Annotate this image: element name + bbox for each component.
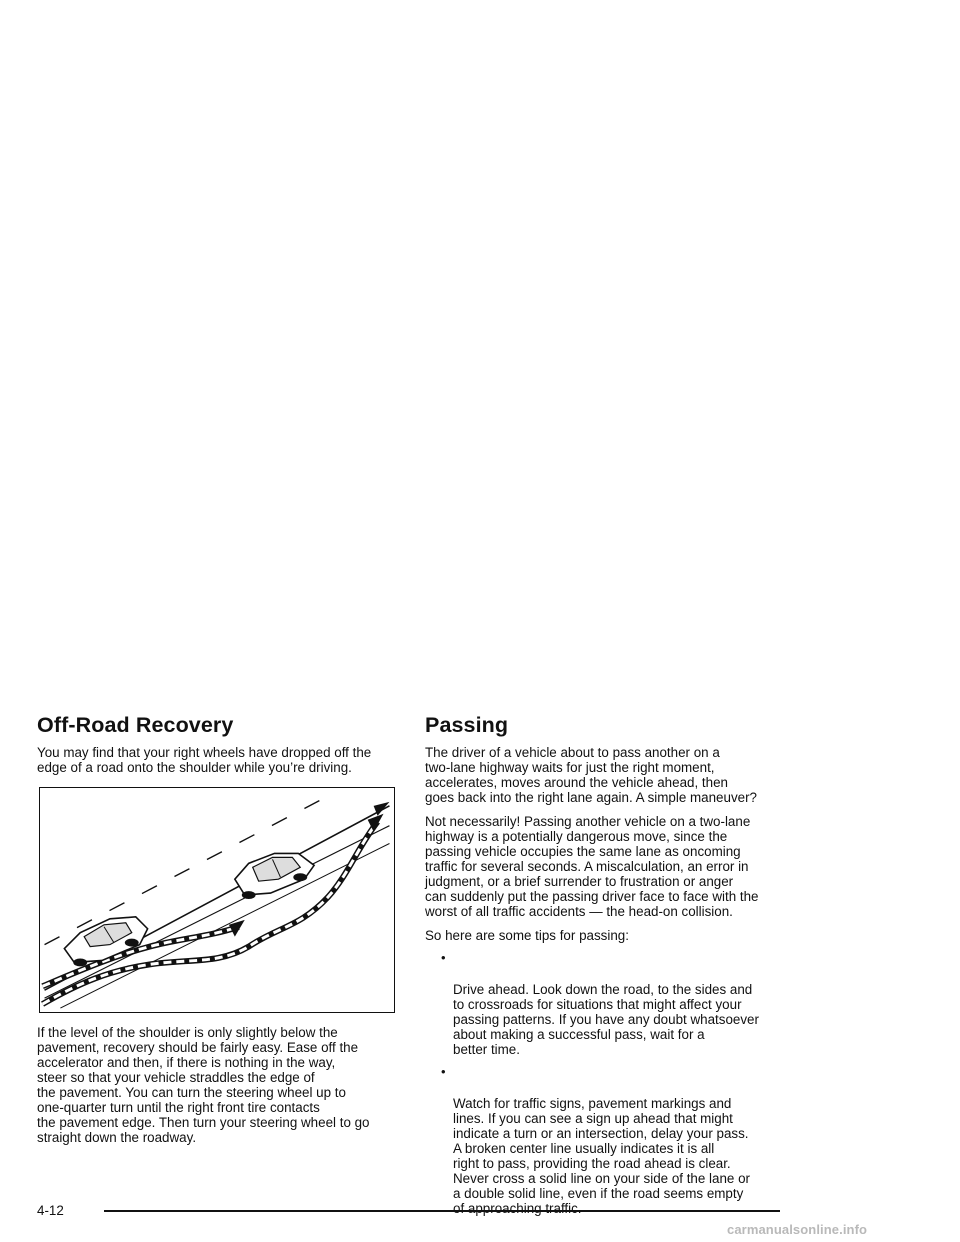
paragraph-intro: You may find that your right wheels have dropped off the edge of a road onto the shoulder while you’re driving. <box>37 745 372 775</box>
paragraph-passing-1: The driver of a vehicle about to pass another on a two-lane highway waits for just the right moment, accelerates, moves around the vehicle ahead, then goes back into the right lane again. A simple maneuver? <box>425 745 757 805</box>
list-item-text: Watch for traffic signs, pavement markings and lines. If you can see a sign up ahead that might indicate a turn or an intersection, delay your pass. A broken center line usually indicates it is all right to pass, providing the road ahead is clear. Never cross a solid line on your side of the lane or a double solid line, even if the road seems empty of approaching traffic. <box>453 1096 750 1216</box>
list-item <box>441 952 785 1057</box>
bullet-icon: • <box>441 950 446 965</box>
list-item <box>441 1066 785 1216</box>
paragraph-recovery: If the level of the shoulder is only slightly below the pavement, recovery should be fairly easy. Ease off the accelerator and then, if there is nothing in the way, steer so that your vehicle straddles the edge of the pavement. You can turn the steering wheel up to one-quarter turn until the right front tire contacts the pavement edge. Then turn your steering wheel to go straight down the roadway. <box>37 1025 370 1145</box>
paragraph-passing-2: Not necessarily! Passing another vehicle on a two-lane highway is a potentially dangerous move, since the passing vehicle occupies the same lane as oncoming traffic for several seconds. A miscalculation, an error in judgment, or a brief surrender to frustration or anger can suddenly put the passing driver face to face with the worst of all traffic accidents — the head-on collision. <box>425 814 759 919</box>
bullet-icon: • <box>441 1064 446 1079</box>
car-rear-icon <box>64 917 147 967</box>
paragraph-passing-3: So here are some tips for passing: <box>425 928 629 943</box>
recovery-path-outline <box>43 822 378 1004</box>
left-column <box>37 712 397 1154</box>
shoulder-line <box>45 826 390 998</box>
right-column <box>425 712 785 1225</box>
watermark: carmanualsonline.info <box>727 1222 868 1237</box>
passing-tips-list <box>425 952 785 1216</box>
page-number: 4-12 <box>37 1203 64 1218</box>
list-item-text: Drive ahead. Look down the road, to the sides and to crossroads for situations that might affect your passing patterns. If you have any doubt whatsoever about making a successful pass, wait for a better time. <box>453 982 759 1057</box>
footer-rule <box>104 1210 780 1212</box>
car-front-icon <box>235 853 314 899</box>
section-heading-off-road-recovery: Off-Road Recovery <box>37 713 234 737</box>
off-road-recovery-illustration <box>39 787 395 1013</box>
road-diagram <box>40 788 394 1012</box>
section-heading-passing: Passing <box>425 713 509 737</box>
